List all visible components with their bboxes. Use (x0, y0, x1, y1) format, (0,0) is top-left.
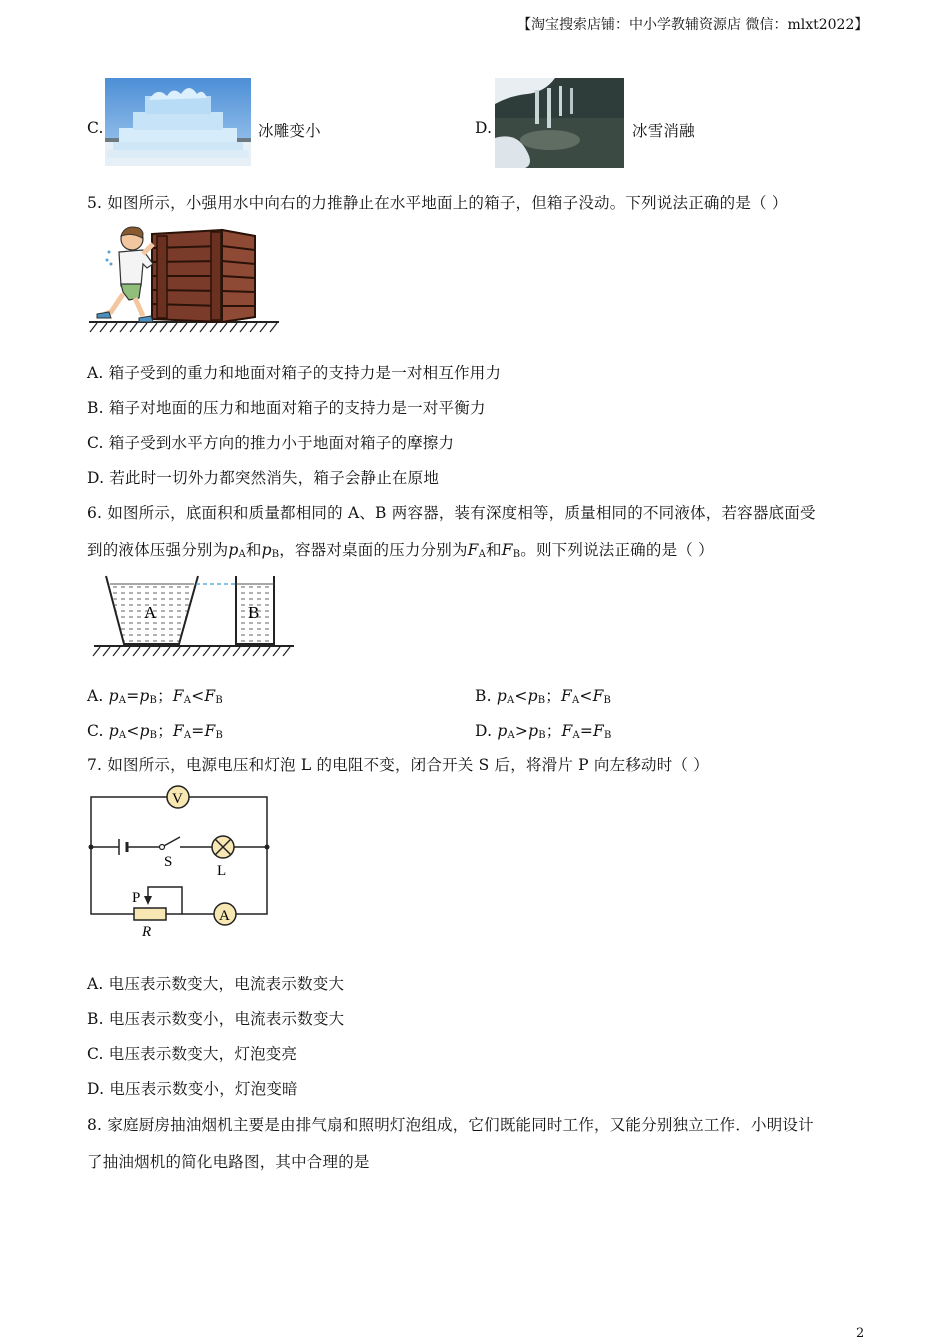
lamp-label: L (217, 863, 227, 879)
q6-stem-line2: 到的液体压强分别为$p_A$和$p_B$，容器对桌面的压力分别为$F_A$和$F_B$。则下列说法正确的是（ ） (87, 541, 714, 560)
ammeter-label: A (219, 908, 230, 924)
q5-option-c: C. 箱子受到水平方向的推力小于地面对箱子的摩擦力 (87, 434, 455, 452)
q6-option-c: C. $p_A<p_B$；$F_A=F_B$ (87, 722, 224, 741)
q5-stem: 5. 如图所示，小强用水中向右的力推静止在水平地面上的箱子，但箱子没动。下列说法正确的是（ ） (87, 194, 788, 212)
container-a-label: A (144, 603, 157, 622)
q4-option-c-label: C. (87, 119, 104, 137)
q6-option-b: B. $p_A<p_B$；$F_A<F_B$ (475, 687, 612, 706)
voltmeter-label: V (172, 791, 183, 807)
q7-circuit-diagram (86, 784, 276, 942)
rheostat-label: R (142, 924, 152, 940)
switch-label: S (164, 854, 173, 870)
q6-figure-containers (88, 572, 298, 658)
q4-option-d-label: D. (475, 119, 493, 137)
q8-stem-line1: 8. 家庭厨房抽油烟机主要是由排气扇和照明灯泡组成，它们既能同时工作，又能分别独立工作．小明设计 (87, 1116, 814, 1134)
page-number: 2 (856, 1326, 865, 1341)
q7-option-c: C. 电压表示数变大，灯泡变亮 (87, 1045, 298, 1063)
q7-option-d: D. 电压表示数变小，灯泡变暗 (87, 1080, 298, 1098)
q7-option-a: A. 电压表示数变大，电流表示数变大 (87, 975, 345, 993)
q4-option-c-text: 冰雕变小 (258, 122, 321, 140)
q7-stem: 7. 如图所示，电源电压和灯泡 L 的电阻不变，闭合开关 S 后，将滑片 P 向左移动时（ ） (87, 756, 709, 774)
q5-figure-boy-pushing-box (87, 222, 282, 336)
q5-option-b: B. 箱子对地面的压力和地面对箱子的支持力是一对平衡力 (87, 399, 486, 417)
q4-option-d-text: 冰雪消融 (632, 122, 695, 140)
q7-option-b: B. 电压表示数变小，电流表示数变大 (87, 1010, 345, 1028)
container-b-label: B (248, 603, 260, 622)
q5-option-d: D. 若此时一切外力都突然消失，箱子会静止在原地 (87, 469, 440, 487)
q8-stem-line2: 了抽油烟机的简化电路图，其中合理的是 (87, 1153, 370, 1171)
page-header: 【淘宝搜索店铺：中小学教辅资源店 微信：mlxt2022】 (517, 17, 869, 33)
slider-label: P (132, 890, 141, 906)
q6-option-a: A. $p_A=p_B$；$F_A<F_B$ (87, 687, 223, 706)
q5-option-a: A. 箱子受到的重力和地面对箱子的支持力是一对相互作用力 (87, 364, 502, 382)
melting-snow-photo (495, 78, 624, 168)
q6-stem-line1: 6. 如图所示，底面积和质量都相同的 A、B 两容器，装有深度相等，质量相同的不同液体，若容器底面受 (87, 504, 816, 522)
q6-option-d: D. $p_A>p_B$；$F_A=F_B$ (475, 722, 612, 741)
ice-sculpture-photo (105, 78, 251, 166)
